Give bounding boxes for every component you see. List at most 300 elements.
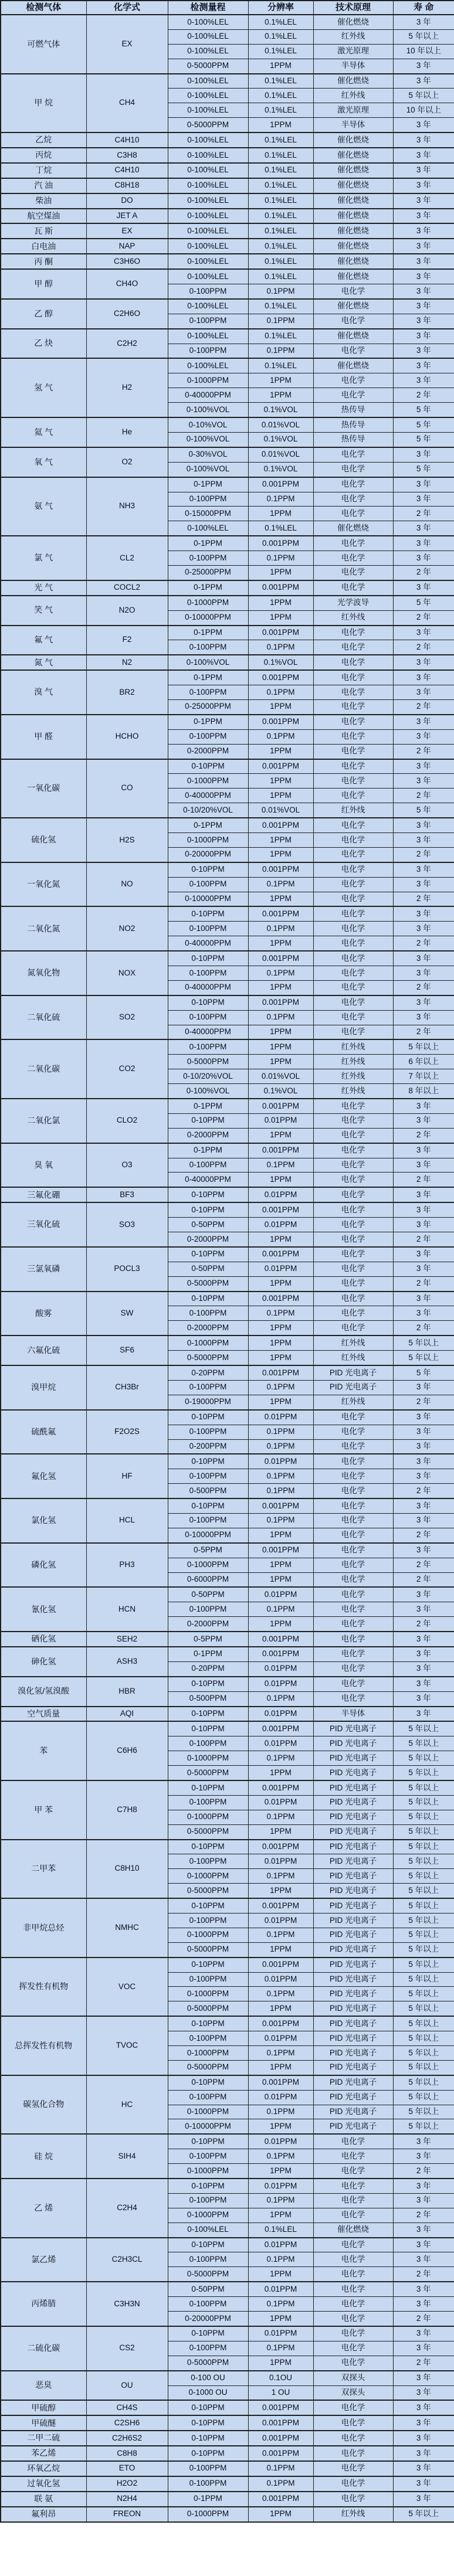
resolution-cell: 0.01%VOL xyxy=(248,803,313,818)
range-cell: 0-200PPM xyxy=(168,1439,248,1454)
principle-cell: 电化学 xyxy=(313,477,393,492)
gas-name-cell: 甲 醇 xyxy=(1,269,86,299)
gas-name-cell: 氯乙烯 xyxy=(1,2238,86,2282)
lifespan-cell: 3 年 xyxy=(393,1587,454,1602)
gas-name-cell: 碳氢化合物 xyxy=(1,2075,86,2135)
resolution-cell: 0.1%LEL xyxy=(248,329,313,344)
principle-cell: 红外线 xyxy=(313,29,393,44)
principle-cell: 红外线 xyxy=(313,1335,393,1350)
resolution-cell: 0.001PPM xyxy=(248,862,313,877)
lifespan-cell: 3 年 xyxy=(393,1143,454,1158)
range-cell: 0-100PPM xyxy=(168,2476,248,2492)
resolution-cell: 0.1PPM xyxy=(248,2252,313,2267)
principle-cell: 电化学 xyxy=(313,789,393,803)
principle-cell: 电化学 xyxy=(313,447,393,462)
principle-cell: PID 光电离子 xyxy=(313,1721,393,1736)
range-cell: 0-10PPM xyxy=(168,759,248,774)
resolution-cell: 0.001PPM xyxy=(248,2415,313,2431)
lifespan-cell: 5 年以上 xyxy=(393,2119,454,2134)
lifespan-cell: 2 年 xyxy=(393,847,454,862)
principle-cell: 半导体 xyxy=(313,118,393,132)
formula-cell: CO2 xyxy=(86,1039,168,1099)
lifespan-cell: 3 年 xyxy=(393,284,454,299)
gas-name-cell: 可燃气体 xyxy=(1,15,86,74)
range-cell: 0-100%LEL xyxy=(168,521,248,536)
range-cell: 0-1000PPM xyxy=(168,2208,248,2222)
lifespan-cell: 5 年以上 xyxy=(393,2016,454,2031)
gas-name-cell: 氯化氢 xyxy=(1,1498,86,1543)
lifespan-cell: 2 年 xyxy=(393,2164,454,2179)
lifespan-cell: 5 年以上 xyxy=(393,1810,454,1824)
gas-name-cell: 二氧化硫 xyxy=(1,995,86,1040)
range-cell: 0-10000PPM xyxy=(168,1528,248,1542)
resolution-cell: 0.01PPM xyxy=(248,2134,313,2149)
range-cell: 0-10PPM xyxy=(168,1292,248,1306)
principle-cell: 电化学 xyxy=(313,892,393,906)
table-row xyxy=(1,254,454,269)
range-cell: 0-1000PPM xyxy=(168,1869,248,1884)
lifespan-cell: 2 年 xyxy=(393,1572,454,1587)
formula-cell: C2H2 xyxy=(86,329,168,359)
resolution-cell: 1PPM xyxy=(248,2507,313,2522)
table-row xyxy=(1,655,454,670)
lifespan-cell: 3 年 xyxy=(393,1099,454,1113)
range-cell: 0-100%LEL xyxy=(168,44,248,59)
range-cell: 0-100PPM xyxy=(168,344,248,358)
gas-name-cell: 氰化氢 xyxy=(1,1587,86,1632)
formula-cell: H2O2 xyxy=(86,2476,168,2492)
range-cell: 0-100%LEL xyxy=(168,223,248,239)
principle-cell: 电化学 xyxy=(313,1454,393,1469)
gas-name-cell: 氮氧化物 xyxy=(1,951,86,995)
resolution-cell: 0.1PPM xyxy=(248,1306,313,1321)
lifespan-cell: 3 年 xyxy=(393,223,454,239)
principle-cell: 电化学 xyxy=(313,2341,393,2356)
formula-cell: HCHO xyxy=(86,715,168,759)
lifespan-cell: 3 年 xyxy=(393,269,454,284)
principle-cell: 催化燃烧 xyxy=(313,163,393,178)
principle-cell: 红外线 xyxy=(313,1055,393,1069)
resolution-cell: 0.01PPM xyxy=(248,1661,313,1676)
lifespan-cell: 3 年 xyxy=(393,922,454,936)
table-row xyxy=(1,329,454,344)
lifespan-cell: 3 年 xyxy=(393,818,454,832)
lifespan-cell: 5 年以上 xyxy=(393,1039,454,1054)
lifespan-cell: 3 年 xyxy=(393,1380,454,1395)
formula-cell: C2H3CL xyxy=(86,2238,168,2282)
gas-name-cell: 氢 气 xyxy=(1,358,86,417)
resolution-cell: 0.1PPM xyxy=(248,1987,313,2001)
gas-name-cell: 一氧化碳 xyxy=(1,759,86,818)
lifespan-cell: 3 年 xyxy=(393,1306,454,1321)
lifespan-cell: 5 年以上 xyxy=(393,1840,454,1854)
principle-cell: 电化学 xyxy=(313,670,393,685)
resolution-cell: 0.01PPM xyxy=(248,1454,313,1469)
formula-cell: C2SH6 xyxy=(86,2415,168,2431)
range-cell: 0-100PPM xyxy=(168,2149,248,2164)
resolution-cell: 0.1PPM xyxy=(248,2149,313,2164)
range-cell: 0-2000PPM xyxy=(168,1232,248,1247)
gas-name-cell: 乙 烯 xyxy=(1,2179,86,2238)
resolution-cell: 0.001PPM xyxy=(248,1898,313,1913)
table-row xyxy=(1,1721,454,1736)
resolution-cell: 1PPM xyxy=(248,832,313,847)
resolution-cell: 1PPM xyxy=(248,596,313,610)
resolution-cell: 0.001PPM xyxy=(248,2446,313,2461)
gas-name-cell: 氟 气 xyxy=(1,626,86,655)
lifespan-cell: 2 年 xyxy=(393,1025,454,1039)
principle-cell: 电化学 xyxy=(313,2193,393,2208)
principle-cell: 热传导 xyxy=(313,432,393,447)
resolution-cell: 0.001PPM xyxy=(248,1840,313,1854)
range-cell: 0-100%LEL xyxy=(168,163,248,178)
gas-name-cell: 二氧化碳 xyxy=(1,1039,86,1099)
formula-cell: BR2 xyxy=(86,670,168,715)
range-cell: 0-1000PPM xyxy=(168,2164,248,2179)
table-row xyxy=(1,2238,454,2252)
lifespan-cell: 2 年 xyxy=(393,507,454,521)
lifespan-cell: 3 年 xyxy=(393,2326,454,2341)
range-cell: 0-10PPM xyxy=(168,1202,248,1217)
table-row xyxy=(1,417,454,432)
range-cell: 0-10PPM xyxy=(168,2075,248,2090)
table-row xyxy=(1,299,454,314)
resolution-cell: 0.1%LEL xyxy=(248,223,313,239)
formula-cell: CL2 xyxy=(86,536,168,580)
principle-cell: PID 光电离子 xyxy=(313,1810,393,1824)
range-cell: 0-100PPM xyxy=(168,1158,248,1173)
principle-cell: PID 光电离子 xyxy=(313,2046,393,2061)
lifespan-cell: 2 年 xyxy=(393,1321,454,1335)
resolution-cell: 0.001PPM xyxy=(248,1498,313,1513)
table-row xyxy=(1,536,454,550)
range-cell: 0-1000PPM xyxy=(168,1987,248,2001)
resolution-cell: 0.001PPM xyxy=(248,477,313,492)
range-cell: 0-30%VOL xyxy=(168,447,248,462)
range-cell: 0-100%LEL xyxy=(168,254,248,269)
resolution-cell: 0.1OU xyxy=(248,2371,313,2385)
lifespan-cell: 5 年以上 xyxy=(393,1987,454,2001)
lifespan-cell: 3 年 xyxy=(393,2134,454,2149)
resolution-cell: 0.001PPM xyxy=(248,995,313,1010)
resolution-cell: 0.1PPM xyxy=(248,1602,313,1617)
resolution-cell: 0.001PPM xyxy=(248,1647,313,1661)
table-row xyxy=(1,670,454,685)
gas-name-cell: 硫化氢 xyxy=(1,818,86,862)
formula-cell: NAP xyxy=(86,239,168,254)
range-cell: 0-10PPM xyxy=(168,1898,248,1913)
range-cell: 0-5000PPM xyxy=(168,2356,248,2370)
lifespan-cell: 8 年以上 xyxy=(393,1084,454,1099)
principle-cell: 热传导 xyxy=(313,403,393,417)
resolution-cell: 0.001PPM xyxy=(248,1365,313,1380)
resolution-cell: 0.1PPM xyxy=(248,1513,313,1528)
table-row xyxy=(1,1632,454,1647)
table-row xyxy=(1,193,454,209)
principle-cell: 电化学 xyxy=(313,774,393,789)
formula-cell: DO xyxy=(86,193,168,209)
principle-cell: 红外线 xyxy=(313,610,393,625)
table-row xyxy=(1,223,454,239)
gas-name-cell: 空气质量 xyxy=(1,1707,86,1722)
lifespan-cell: 3 年 xyxy=(393,148,454,163)
range-cell: 0-10PPM xyxy=(168,1677,248,1691)
resolution-cell: 0.1%LEL xyxy=(248,239,313,254)
resolution-cell: 0.001PPM xyxy=(248,2400,313,2415)
range-cell: 0-10PPM xyxy=(168,1187,248,1202)
principle-cell: 电化学 xyxy=(313,877,393,892)
table-row xyxy=(1,715,454,729)
lifespan-cell: 5 年以上 xyxy=(393,1780,454,1795)
range-cell: 0-20000PPM xyxy=(168,847,248,862)
gas-name-cell: 丁烷 xyxy=(1,163,86,178)
lifespan-cell: 3 年 xyxy=(393,2461,454,2476)
lifespan-cell: 2 年 xyxy=(393,936,454,951)
table-row xyxy=(1,2431,454,2446)
lifespan-cell: 3 年 xyxy=(393,2341,454,2356)
resolution-cell: 0.01PPM xyxy=(248,1736,313,1751)
principle-cell: 催化燃烧 xyxy=(313,209,393,224)
principle-cell: PID 光电离子 xyxy=(313,1365,393,1380)
lifespan-cell: 3 年 xyxy=(393,715,454,729)
resolution-cell: 0.1PPM xyxy=(248,492,313,507)
table-row xyxy=(1,2282,454,2296)
lifespan-cell: 3 年 xyxy=(393,2415,454,2431)
lifespan-cell: 2 年 xyxy=(393,388,454,403)
resolution-cell: 1PPM xyxy=(248,388,313,403)
resolution-cell: 0.001PPM xyxy=(248,906,313,921)
lifespan-cell: 3 年 xyxy=(393,2371,454,2385)
gas-name-cell: 甲 苯 xyxy=(1,1780,86,1840)
resolution-cell: 0.01PPM xyxy=(248,1187,313,1202)
gas-name-cell: 环氧乙烷 xyxy=(1,2461,86,2476)
lifespan-cell: 3 年 xyxy=(393,358,454,373)
lifespan-cell: 3 年 xyxy=(393,254,454,269)
lifespan-cell: 2 年 xyxy=(393,610,454,625)
range-cell: 0-100PPM xyxy=(168,314,248,328)
gas-name-cell: 磷化氢 xyxy=(1,1543,86,1588)
range-cell: 0-50PPM xyxy=(168,1587,248,1602)
formula-cell: SIH4 xyxy=(86,2134,168,2179)
range-cell: 0-5000PPM xyxy=(168,118,248,132)
range-cell: 0-5000PPM xyxy=(168,2060,248,2075)
range-cell: 0-10PPM xyxy=(168,2326,248,2341)
column-header-1: 化学式 xyxy=(86,1,168,15)
lifespan-cell: 3 年 xyxy=(393,118,454,132)
principle-cell: 电化学 xyxy=(313,1202,393,1217)
principle-cell: 电化学 xyxy=(313,2208,393,2222)
principle-cell: 电化学 xyxy=(313,1262,393,1276)
formula-cell: C6H6 xyxy=(86,1721,168,1780)
range-cell: 0-1000 OU xyxy=(168,2385,248,2400)
lifespan-cell: 5 年以上 xyxy=(393,1898,454,1913)
principle-cell: 红外线 xyxy=(313,1069,393,1084)
formula-cell: CO xyxy=(86,759,168,818)
table-row xyxy=(1,2371,454,2385)
principle-cell: 电化学 xyxy=(313,2134,393,2149)
resolution-cell: 0.1%LEL xyxy=(248,299,313,314)
formula-cell: C4H10 xyxy=(86,163,168,178)
principle-cell: PID 光电离子 xyxy=(313,1869,393,1884)
formula-cell: C2H4 xyxy=(86,2179,168,2238)
lifespan-cell: 3 年 xyxy=(393,2179,454,2193)
range-cell: 0-10%VOL xyxy=(168,417,248,432)
principle-cell: 电化学 xyxy=(313,1617,393,1632)
principle-cell: 双探头 xyxy=(313,2385,393,2400)
gas-name-cell: 氨 气 xyxy=(1,477,86,536)
resolution-cell: 0.1%LEL xyxy=(248,2222,313,2237)
principle-cell: 催化燃烧 xyxy=(313,15,393,29)
resolution-cell: 1PPM xyxy=(248,1055,313,1069)
resolution-cell: 0.1PPM xyxy=(248,1869,313,1884)
resolution-cell: 0.1PPM xyxy=(248,877,313,892)
principle-cell: 红外线 xyxy=(313,803,393,818)
table-row xyxy=(1,2179,454,2193)
lifespan-cell: 5 年以上 xyxy=(393,29,454,44)
principle-cell: 半导体 xyxy=(313,1707,393,1722)
range-cell: 0-25000PPM xyxy=(168,565,248,580)
gas-name-cell: 硒化氢 xyxy=(1,1632,86,1647)
resolution-cell: 0.01PPM xyxy=(248,1587,313,1602)
range-cell: 0-10000PPM xyxy=(168,892,248,906)
principle-cell: 电化学 xyxy=(313,2326,393,2341)
principle-cell: 半导体 xyxy=(313,59,393,73)
range-cell: 0-5000PPM xyxy=(168,1884,248,1898)
principle-cell: 电化学 xyxy=(313,1484,393,1498)
resolution-cell: 1PPM xyxy=(248,1351,313,1365)
table-row xyxy=(1,2075,454,2090)
lifespan-cell: 3 年 xyxy=(393,1498,454,1513)
range-cell: 0-10PPM xyxy=(168,1113,248,1128)
resolution-cell: 0.1PPM xyxy=(248,1751,313,1766)
lifespan-cell: 10 年以上 xyxy=(393,44,454,59)
resolution-cell: 0.01PPM xyxy=(248,2238,313,2252)
lifespan-cell: 3 年 xyxy=(393,1010,454,1025)
resolution-cell: 0.1%LEL xyxy=(248,521,313,536)
range-cell: 0-100%LEL xyxy=(168,89,248,103)
lifespan-cell: 3 年 xyxy=(393,1454,454,1469)
table-row xyxy=(1,951,454,966)
lifespan-cell: 5 年以上 xyxy=(393,1854,454,1869)
table-row xyxy=(1,2461,454,2476)
gas-name-cell: 氯 气 xyxy=(1,536,86,580)
resolution-cell: 1PPM xyxy=(248,847,313,862)
range-cell: 0-1PPM xyxy=(168,1143,248,1158)
range-cell: 0-10PPM xyxy=(168,1498,248,1513)
principle-cell: PID 光电离子 xyxy=(313,2060,393,2075)
resolution-cell: 0.001PPM xyxy=(248,1721,313,1736)
range-cell: 0-20PPM xyxy=(168,1365,248,1380)
formula-cell: HCN xyxy=(86,1587,168,1632)
gas-name-cell: 酸雾 xyxy=(1,1292,86,1336)
formula-cell: NO2 xyxy=(86,906,168,951)
resolution-cell: 1PPM xyxy=(248,2312,313,2326)
resolution-cell: 1PPM xyxy=(248,610,313,625)
table-row xyxy=(1,1410,454,1425)
principle-cell: 电化学 xyxy=(313,1218,393,1232)
range-cell: 0-100PPM xyxy=(168,729,248,744)
range-cell: 0-1000PPM xyxy=(168,1558,248,1572)
lifespan-cell: 3 年 xyxy=(393,2476,454,2492)
resolution-cell: 0.1PPM xyxy=(248,922,313,936)
lifespan-cell: 3 年 xyxy=(393,193,454,209)
table-header xyxy=(1,1,454,15)
lifespan-cell: 3 年 xyxy=(393,2400,454,2415)
principle-cell: 电化学 xyxy=(313,1558,393,1572)
principle-cell: PID 光电离子 xyxy=(313,1380,393,1395)
resolution-cell: 1PPM xyxy=(248,2267,313,2282)
resolution-cell: 0.01PPM xyxy=(248,1218,313,1232)
resolution-cell: 1PPM xyxy=(248,507,313,521)
principle-cell: 催化燃烧 xyxy=(313,193,393,209)
resolution-cell: 1PPM xyxy=(248,1766,313,1780)
principle-cell: 催化燃烧 xyxy=(313,239,393,254)
lifespan-cell: 3 年 xyxy=(393,314,454,328)
lifespan-cell: 3 年 xyxy=(393,2238,454,2252)
resolution-cell: 1PPM xyxy=(248,980,313,995)
principle-cell: 电化学 xyxy=(313,818,393,832)
gas-name-cell: 光 气 xyxy=(1,580,86,596)
principle-cell: 电化学 xyxy=(313,640,393,655)
gas-name-cell: 白电油 xyxy=(1,239,86,254)
range-cell: 0-40000PPM xyxy=(168,1025,248,1039)
formula-cell: C4H10 xyxy=(86,132,168,148)
formula-cell: SW xyxy=(86,1292,168,1336)
principle-cell: 电化学 xyxy=(313,1572,393,1587)
resolution-cell: 1PPM xyxy=(248,2164,313,2179)
resolution-cell: 0.01PPM xyxy=(248,1677,313,1691)
resolution-cell: 0.1PPM xyxy=(248,551,313,566)
lifespan-cell: 3 年 xyxy=(393,1543,454,1558)
range-cell: 0-100PPM xyxy=(168,1513,248,1528)
principle-cell: 电化学 xyxy=(313,1128,393,1143)
principle-cell: 热传导 xyxy=(313,417,393,432)
principle-cell: PID 光电离子 xyxy=(313,1780,393,1795)
range-cell: 0-1000PPM xyxy=(168,1810,248,1824)
range-cell: 0-10PPM xyxy=(168,1410,248,1425)
resolution-cell: 0.01PPM xyxy=(248,2282,313,2296)
principle-cell: 电化学 xyxy=(313,536,393,550)
column-header-4: 技术原理 xyxy=(313,1,393,15)
formula-cell: FREON xyxy=(86,2507,168,2522)
principle-cell: PID 光电离子 xyxy=(313,1795,393,1810)
formula-cell: N2H4 xyxy=(86,2492,168,2507)
resolution-cell: 0.001PPM xyxy=(248,536,313,550)
lifespan-cell: 3 年 xyxy=(393,1187,454,1202)
resolution-cell: 1PPM xyxy=(248,1039,313,1054)
range-cell: 0-25000PPM xyxy=(168,699,248,714)
table-row xyxy=(1,1099,454,1113)
lifespan-cell: 2 年 xyxy=(393,1617,454,1632)
gas-name-cell: 二硫化碳 xyxy=(1,2326,86,2371)
range-cell: 0-100PPM xyxy=(168,2461,248,2476)
principle-cell: 电化学 xyxy=(313,744,393,759)
resolution-cell: 0.01PPM xyxy=(248,1410,313,1425)
range-cell: 0-5000PPM xyxy=(168,2267,248,2282)
range-cell: 0-10PPM xyxy=(168,1247,248,1262)
range-cell: 0-40000PPM xyxy=(168,1173,248,1187)
resolution-cell: 0.1%VOL xyxy=(248,462,313,477)
principle-cell: 电化学 xyxy=(313,1498,393,1513)
lifespan-cell: 2 年 xyxy=(393,1128,454,1143)
gas-name-cell: 氦 气 xyxy=(1,417,86,447)
principle-cell: 电化学 xyxy=(313,344,393,358)
formula-cell: POCL3 xyxy=(86,1247,168,1292)
resolution-cell: 0.01%VOL xyxy=(248,417,313,432)
formula-cell: SF6 xyxy=(86,1335,168,1365)
formula-cell: F2O2S xyxy=(86,1410,168,1454)
lifespan-cell: 2 年 xyxy=(393,699,454,714)
